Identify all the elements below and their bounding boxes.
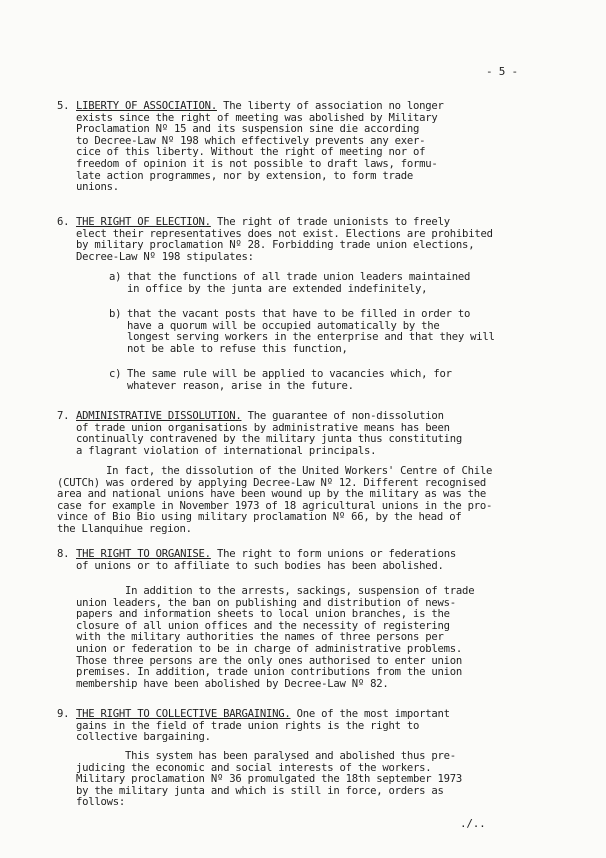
text-line: union or federation to be in charge of administrative problems. [76,642,463,655]
text-line: papers and information sheets to local union branches, is the [76,608,450,621]
text-line: This system has been paralysed and abolished thus pre- [76,750,456,762]
text-line: The guarantee of non-dissolution [241,410,444,422]
text-line: elect their representatives does not exist. Elections are prohibited [76,227,493,240]
text-line: cice of this liberty. Without the right of meeting nor of [76,146,426,159]
text-line: follows: [76,796,126,809]
text-line: a flagrant violation of international principals. [76,444,377,457]
text-line: exists since the right of meeting was abolished by Military [76,111,438,124]
text-line: collective bargaining. [76,731,211,744]
paragraph-organise [76,586,516,690]
section-administrative-dissolution [57,411,497,457]
text-line: the Llanquihue region. [57,522,192,535]
text-line: One of the most important [290,708,450,720]
text-line: freedom of opinion it is not possible to draft laws, formu- [76,157,438,170]
text-line: not be able to refuse this function, [127,342,348,355]
text-line: case for example in November 1973 of 18 agricultural unions in the pro- [57,499,493,512]
section-first-line [57,549,497,561]
section-first-line [57,217,497,229]
text-line: Decree-Law Nº 198 stipulates: [76,250,254,263]
section-number: 6. [57,216,70,228]
text-line: have a quorum will be occupied automatically by the [127,319,440,332]
subitem-letter: a) [109,271,122,283]
text-line: in office by the junta are extended indefinitely, [127,282,428,295]
subitem-c [109,369,509,392]
text-line: premises. In addition, trade union contributions from the union [76,666,463,679]
text-line: Proclamation Nº 15 and its suspension sine die according [76,123,420,136]
text-line: to Decree-Law Nº 198 which effectively prevents any exer- [76,134,426,147]
text-line: by military proclamation Nº 28. Forbidding trade union elections, [76,239,475,252]
text-line: In fact, the dissolution of the United Workers' Centre of Chile [57,465,493,477]
text-line: Military proclamation Nº 36 promulgated the 18th september 1973 [76,773,463,786]
text-line: that the functions of all trade union leaders maintained [127,271,471,283]
text-line: late action programmes, nor by extension, to form trade [76,169,414,182]
section-number: 5. [57,100,70,112]
text-line: area and national unions have been wound up by the military as was the [57,488,486,501]
section-first-line [57,101,497,113]
text-line: longest serving workers in the enterprise and that they will [127,331,495,344]
text-line: of trade union organisations by administrative means has been [76,421,450,434]
text-line: (CUTCh) was ordered by applying Decree-Law Nº 12. Different recognised [57,476,486,489]
text-line: membership have been abolished by Decree-Law Nº 82. [76,677,389,690]
section-title: LIBERTY OF ASSOCIATION. [76,100,217,112]
page-number: - 5 - [486,65,518,78]
section-number: 9. [57,708,70,720]
text-line: union leaders, the ban on publishing and distribution of news- [76,596,456,609]
section-first-line [57,709,497,721]
section-right-to-organise [57,549,497,572]
section-number: 8. [57,548,70,560]
text-line: with the military authorities the names of three persons per [76,631,444,644]
section-right-of-election [57,217,497,263]
text-line: Those three persons are the only ones authorised to enter union [76,654,463,667]
section-first-line [57,411,497,423]
section-title: THE RIGHT TO ORGANISE. [76,548,211,560]
subitem-letter: b) [109,308,122,320]
text-line: judicing the economic and social interests of the workers. [76,761,432,774]
text-line: vince of Bio Bio using military proclamation Nº 66, by the head of [57,511,462,524]
paragraph-bargaining [76,751,516,809]
text-line: The liberty of association no longer [216,100,444,112]
section-liberty-of-association [57,101,497,194]
section-title: THE RIGHT TO COLLECTIVE BARGAINING. [76,708,291,720]
text-line: continually contravened by the military junta thus constituting [76,433,463,446]
subitem-a [109,272,509,295]
text-line: The right of trade unionists to freely [210,216,450,228]
text-line: that the vacant posts that have to be filled in order to [127,308,471,320]
text-line: closure of all union offices and the necessity of registering [76,619,450,632]
text-line: The right to form unions or federations [210,548,456,560]
text-line: whatever reason, arise in the future. [127,379,354,392]
paragraph-dissolution [57,466,497,536]
text-line: of unions or to affiliate to such bodies has been abolished. [76,559,444,572]
text-line: The same rule will be applied to vacancies which, for [127,368,452,380]
section-right-to-collective-bargaining [57,709,497,744]
subitem-b [109,309,509,355]
section-title: THE RIGHT OF ELECTION. [76,216,211,228]
text-line: unions. [76,181,119,194]
section-number: 7. [57,410,70,422]
subitem-letter: c) [109,368,122,380]
text-line: by the military junta and which is still in force, orders as [76,784,444,797]
continuation-mark: ./.. [460,817,486,830]
text-line: gains in the field of trade union rights is the right to [76,719,420,732]
section-title: ADMINISTRATIVE DISSOLUTION. [76,410,242,422]
text-line: In addition to the arrests, sackings, suspension of trade [76,585,475,597]
